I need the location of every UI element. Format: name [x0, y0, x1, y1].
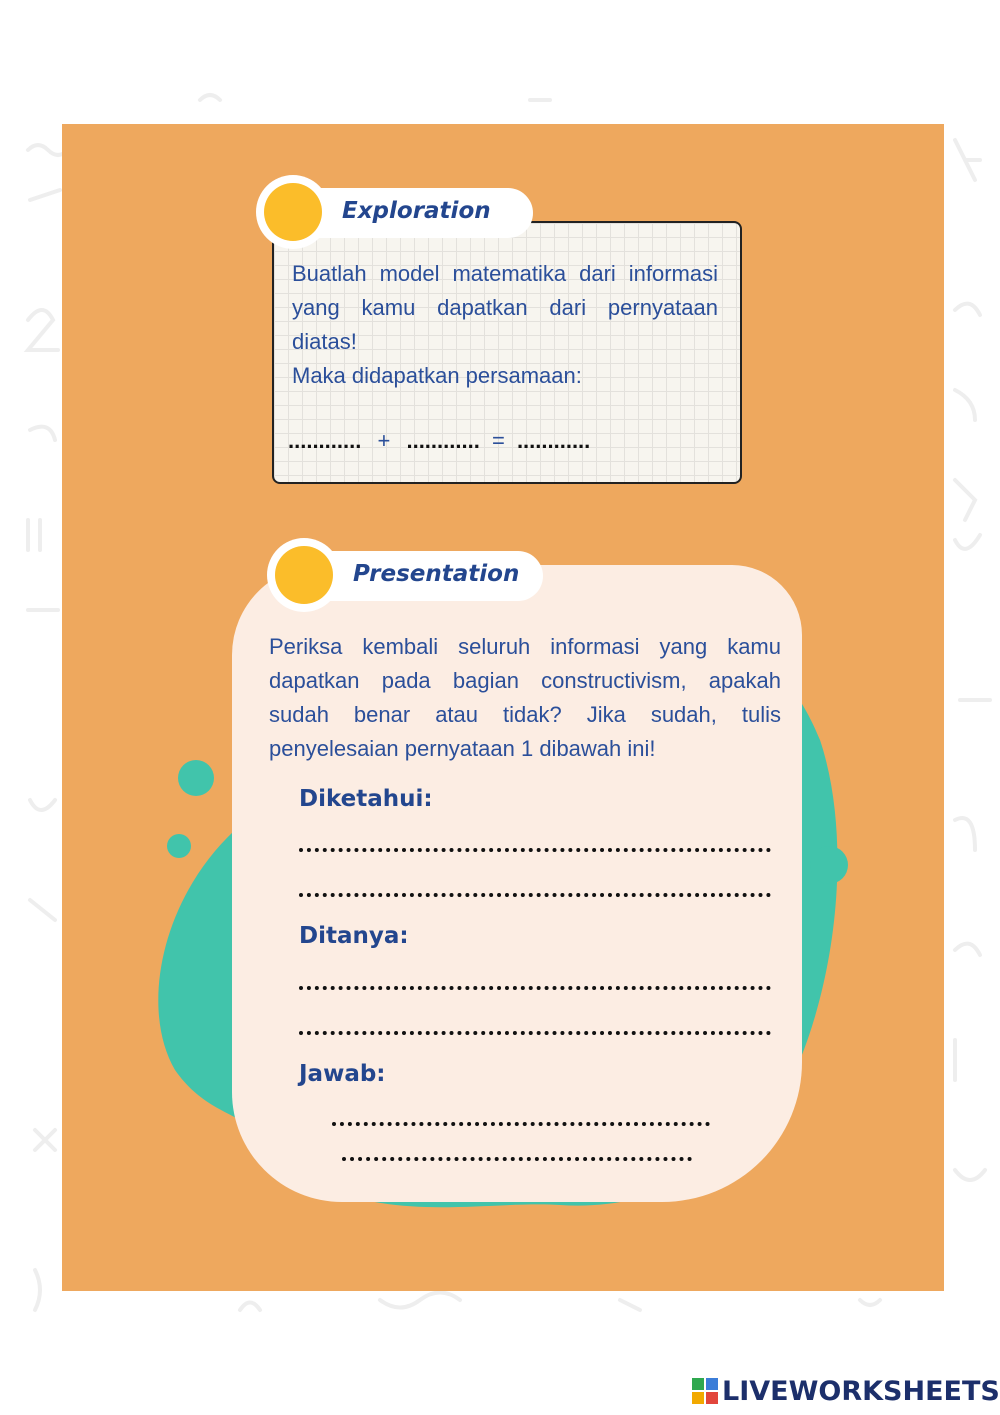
brand-name: LIVEWORKSHEETS	[722, 1375, 1000, 1407]
exploration-badge-circle	[256, 175, 330, 249]
jawab-answer-line-2[interactable]	[342, 1157, 692, 1161]
diketahui-answer-line-2[interactable]	[299, 893, 771, 897]
liveworksheets-logo-icon	[692, 1378, 718, 1404]
equation-blank-3[interactable]: ............	[516, 428, 591, 453]
ditanya-answer-line-1[interactable]	[299, 986, 771, 990]
equation-blank-1[interactable]: ............	[288, 428, 362, 453]
diketahui-answer-line-1[interactable]	[299, 848, 771, 852]
exploration-box	[272, 221, 742, 484]
presentation-badge-circle	[267, 538, 341, 612]
diketahui-label: Diketahui:	[299, 786, 433, 812]
ditanya-answer-line-2[interactable]	[299, 1031, 771, 1035]
exploration-title: Exploration	[342, 198, 491, 224]
exploration-equation-intro: Maka didapatkan persamaan:	[292, 363, 582, 388]
presentation-instruction: Periksa kembali seluruh informasi yang kamu dapatkan pada bagian constructivism, apakah sudah benar atau tidak? Jika sudah, tulis penyelesaian pernyataan 1 dibawah ini!	[269, 634, 781, 761]
equation-row	[288, 428, 728, 454]
exploration-instruction: Buatlah model matematika dari informasi yang kamu dapatkan dari pernyataan diatas!	[292, 261, 718, 354]
teal-dot-1	[178, 760, 214, 796]
teal-dot-3	[810, 846, 848, 884]
liveworksheets-brand[interactable]	[692, 1376, 1000, 1406]
ditanya-label: Ditanya:	[299, 923, 409, 949]
presentation-title: Presentation	[353, 561, 520, 587]
jawab-answer-line-1[interactable]	[332, 1122, 710, 1126]
exploration-text	[292, 257, 718, 393]
plus-sign: +	[377, 428, 391, 453]
equation-blank-2[interactable]: ............	[406, 428, 480, 453]
teal-dot-2	[167, 834, 191, 858]
equals-sign: =	[491, 428, 505, 453]
jawab-label: Jawab:	[299, 1061, 386, 1087]
